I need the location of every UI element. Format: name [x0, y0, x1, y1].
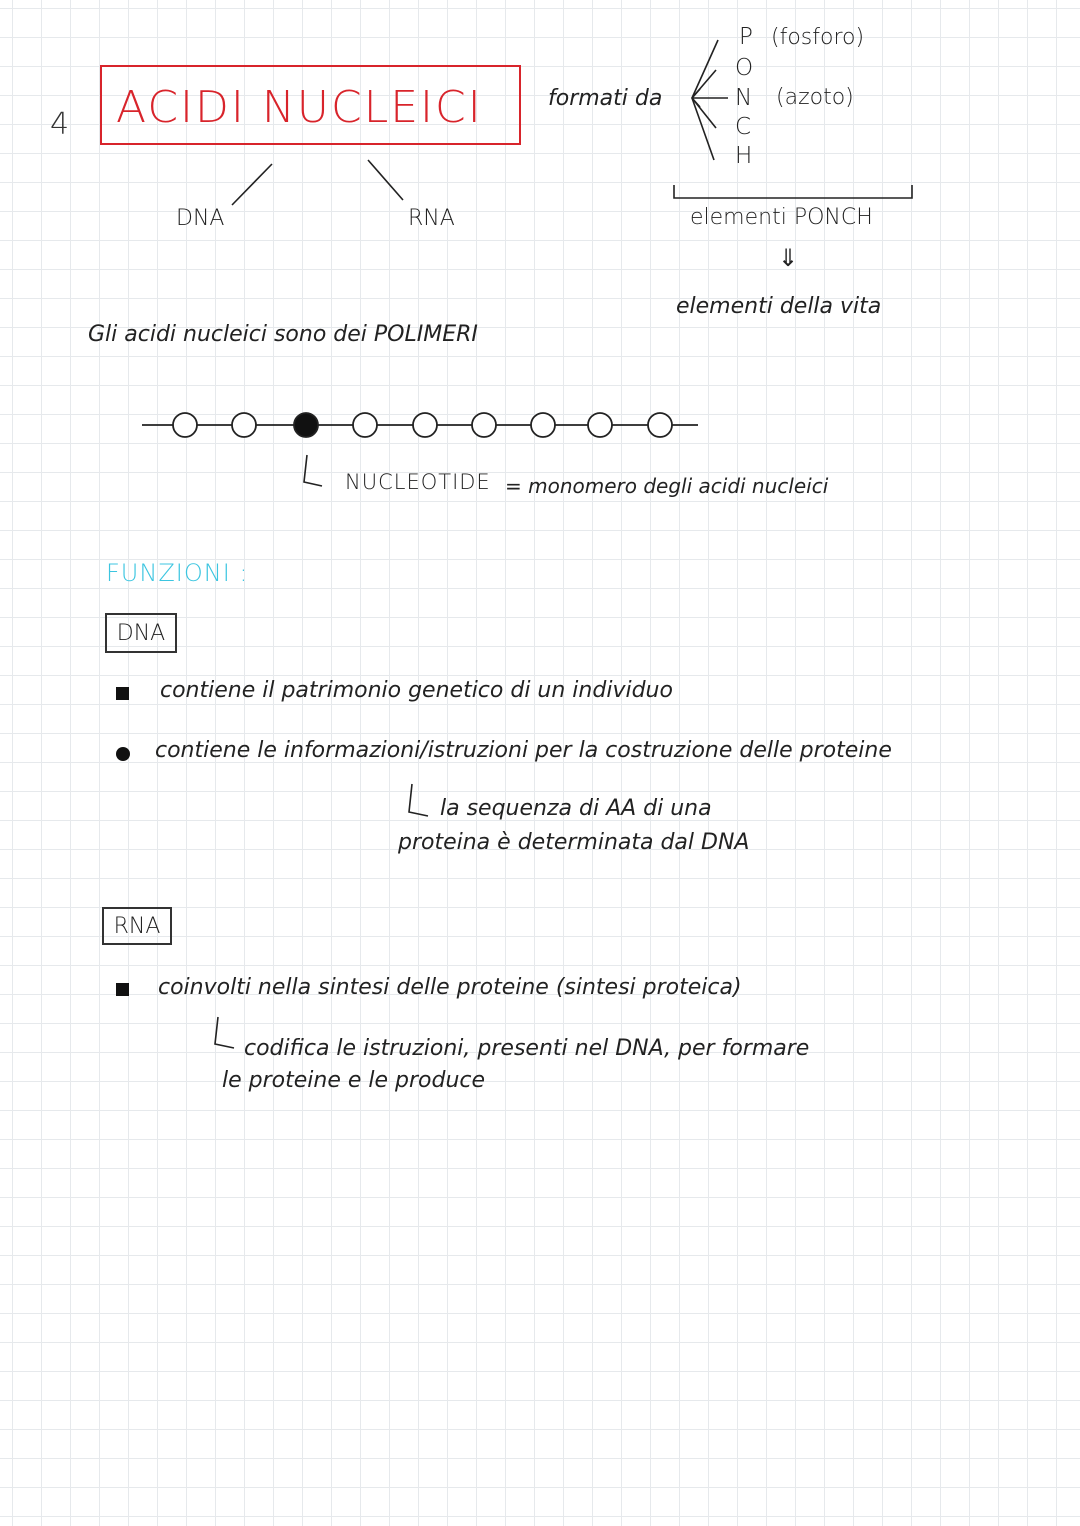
page-title: ACIDI NUCLEICI [116, 82, 483, 133]
nucleotide-label: NUCLEOTIDE [345, 470, 491, 494]
element-n: N [735, 85, 753, 111]
page-number: 4 [50, 107, 70, 142]
dna-function-2: contiene le informazioni/istruzioni per la costruzione delle proteine [155, 738, 892, 763]
rna-note-pointer [215, 1017, 234, 1048]
polymer-text: Gli acidi nucleici sono dei POLIMERI [88, 322, 478, 347]
rna-function-1: coinvolti nella sintesi delle proteine (sintesi proteica) [158, 975, 742, 1000]
dna-note-pointer [409, 784, 428, 816]
monomer-definition: = monomero degli acidi nucleici [505, 474, 829, 498]
element-p: P [739, 24, 753, 50]
formed-by-arrows [692, 40, 728, 160]
bullet-circle-icon [116, 747, 130, 761]
dna-box-label: DNA [105, 613, 177, 653]
element-p-note: (fosforo) [771, 25, 865, 50]
ponch-bracket [674, 185, 912, 198]
functions-heading: FUNZIONI : [106, 559, 249, 587]
formed-by-text: formati da [548, 86, 663, 111]
highlighted-nucleotide [294, 413, 318, 437]
bullet-square-icon [116, 687, 129, 700]
element-n-note: (azoto) [776, 85, 854, 110]
rna-function-1-note-line-1: codifica le istruzioni, presenti nel DNA, per formare [244, 1036, 810, 1061]
nucleotide-pointer [304, 455, 322, 486]
ponch-label: elementi PONCH [690, 205, 873, 230]
life-elements-text: elementi della vita [676, 294, 882, 319]
nucleotide-chain [142, 413, 698, 437]
rna-box-label: RNA [102, 907, 172, 945]
element-c: C [735, 114, 752, 140]
branch-line-right [368, 160, 403, 200]
dna-function-1: contiene il patrimonio genetico di un individuo [160, 678, 673, 703]
dna-branch-label: DNA [176, 206, 225, 231]
double-arrow-down-icon: ⇓ [778, 244, 799, 272]
branch-line-left [232, 164, 272, 205]
rna-branch-label: RNA [408, 206, 455, 231]
dna-function-2-note-line-1: la sequenza di AA di una [440, 796, 712, 821]
bullet-square-icon [116, 983, 129, 996]
dna-function-2-note-line-2: proteina è determinata dal DNA [398, 830, 750, 855]
element-o: O [735, 55, 754, 81]
rna-function-1-note-line-2: le proteine e le produce [222, 1068, 486, 1093]
element-h: H [735, 143, 753, 169]
